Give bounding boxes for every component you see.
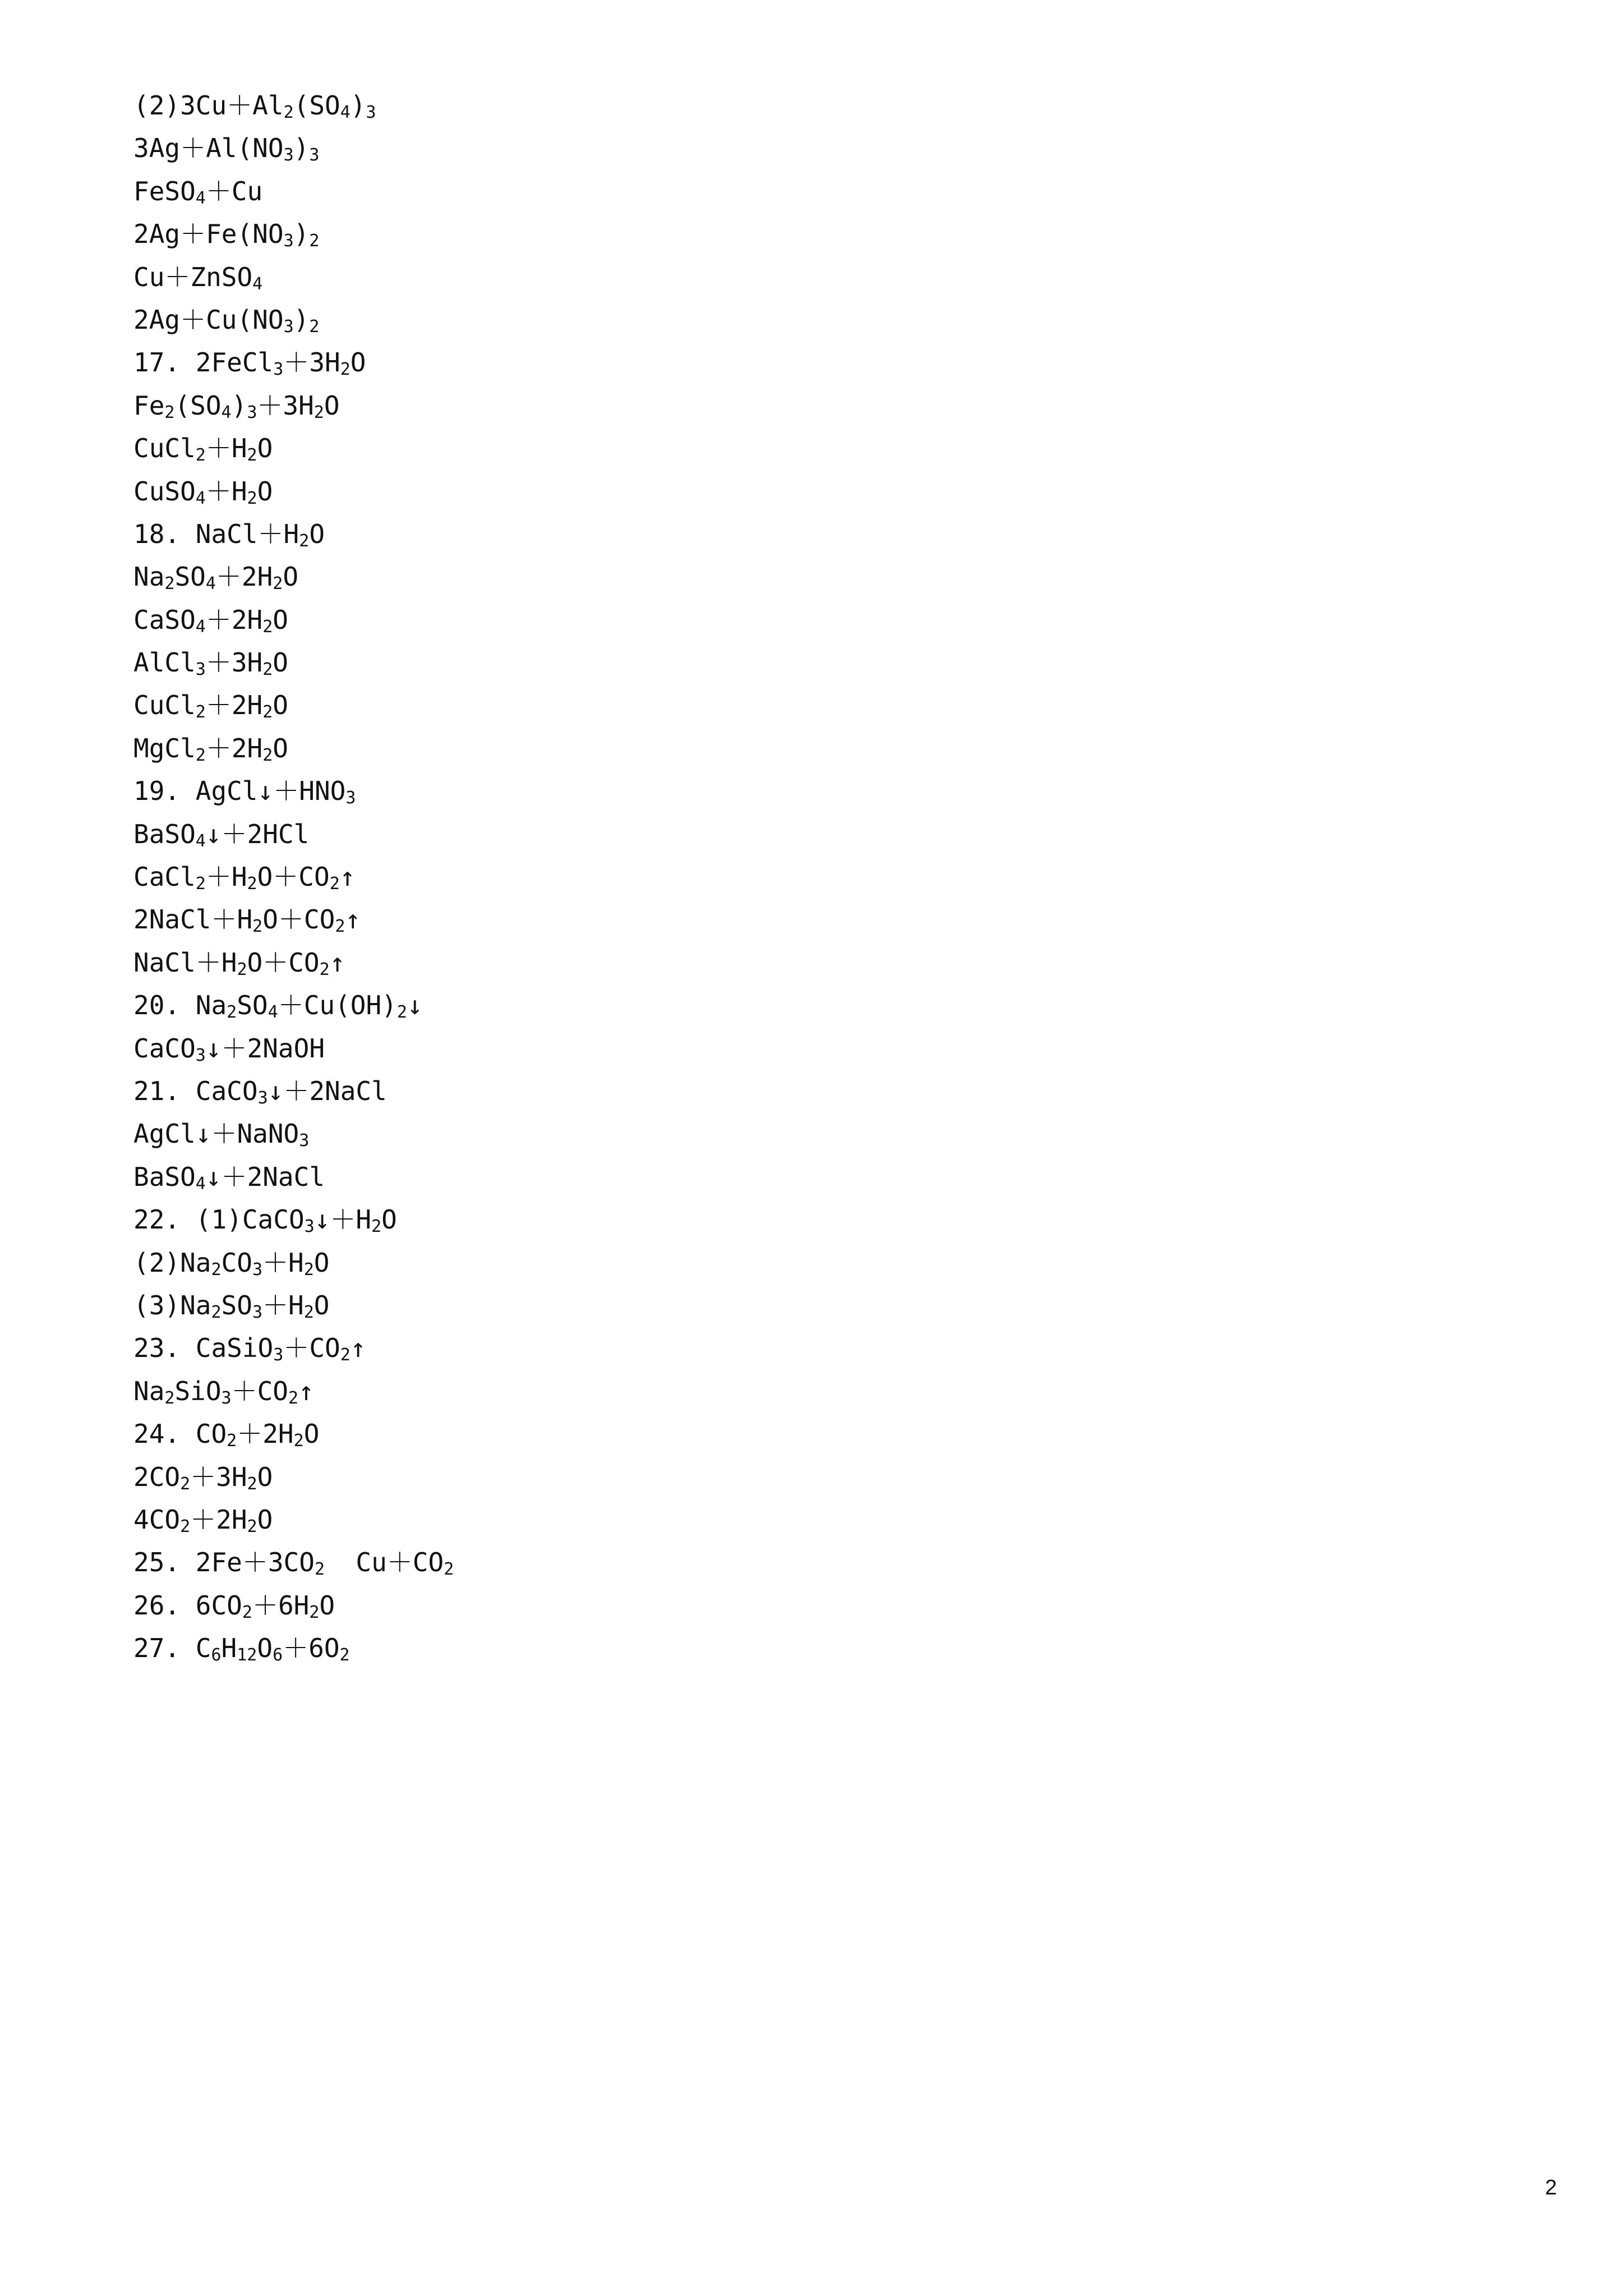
formula-line (133, 813, 1423, 855)
formula-line (133, 384, 1423, 427)
formula-line (133, 1584, 1423, 1627)
text-run: AlCl (133, 647, 196, 678)
formula-line (133, 513, 1423, 555)
formula-line (133, 641, 1423, 684)
text-run: 24. CO (133, 1419, 227, 1450)
subscript: 4 (195, 1174, 206, 1194)
subscript: 2 (252, 917, 263, 937)
text-run: O (381, 1204, 397, 1235)
text-run: ↑ (345, 904, 361, 935)
subscript: 2 (309, 316, 320, 337)
text-run: Na (133, 1375, 165, 1406)
subscript: 3 (283, 231, 294, 251)
text-run: ＋6O (283, 1633, 340, 1664)
text-run: 25. 2Fe＋3CO (133, 1547, 315, 1578)
answer-lines (133, 84, 1423, 1669)
subscript: 4 (268, 1002, 278, 1023)
text-run: BaSO (133, 818, 196, 849)
text-run: (3)Na (133, 1290, 211, 1320)
subscript: 3 (283, 316, 294, 337)
formula-line (133, 1327, 1423, 1369)
text-run: 3Ag＋Al(NO (133, 133, 284, 164)
text-run: 26. 6CO (133, 1590, 242, 1621)
text-run: O＋CO (257, 862, 330, 892)
text-run: Fe (133, 390, 165, 421)
text-run: (2)3Cu＋Al (133, 90, 284, 121)
subscript: 2 (262, 616, 273, 637)
text-run: CaSO (133, 604, 196, 635)
text-run: ↑ (339, 862, 356, 892)
text-run: H (221, 1633, 237, 1664)
text-run: ＋Cu(OH) (278, 990, 397, 1021)
text-run: O (273, 690, 288, 721)
text-run: ＋CO (231, 1375, 288, 1406)
subscript: 4 (205, 574, 216, 594)
formula-line (133, 599, 1423, 641)
text-run: Cu＋ZnSO (133, 261, 253, 292)
formula-line (133, 427, 1423, 470)
subscript: 3 (252, 1302, 262, 1322)
text-run: O (257, 1504, 273, 1535)
text-run: ) (293, 219, 310, 250)
subscript: 4 (195, 188, 206, 208)
subscript: 2 (273, 574, 283, 594)
formula-line (133, 1412, 1423, 1455)
text-run: ＋2H (205, 690, 263, 721)
text-run: ↓＋2NaCl (205, 1161, 325, 1192)
subscript: 2 (211, 1302, 222, 1322)
text-run: CuSO (133, 476, 196, 507)
formula-line (133, 1070, 1423, 1112)
text-run: ↑ (329, 947, 345, 978)
subscript: 2 (293, 1431, 304, 1451)
subscript: 2 (247, 445, 257, 466)
text-run: ↓＋H (314, 1204, 372, 1235)
subscript: 6 (273, 1645, 283, 1665)
text-run: (SO (174, 390, 222, 421)
text-run: CuCl (133, 690, 196, 721)
text-run: ) (350, 90, 366, 121)
formula-line (133, 298, 1423, 341)
text-run: ＋H (205, 433, 247, 464)
text-run: 22. (1)CaCO (133, 1204, 305, 1235)
subscript: 2 (303, 1259, 314, 1280)
formula-line (133, 213, 1423, 255)
text-run: ＋3H (205, 647, 263, 678)
text-run: ＋2H (190, 1504, 247, 1535)
subscript: 3 (283, 145, 294, 165)
text-run: NaCl＋H (133, 947, 237, 978)
subscript: 2 (262, 660, 273, 680)
text-run: FeSO (133, 176, 196, 206)
subscript: 2 (164, 574, 175, 594)
text-run: SiO (174, 1375, 222, 1406)
text-run: ↑ (350, 1333, 366, 1364)
text-run: Cu＋CO (325, 1547, 444, 1578)
subscript: 2 (237, 959, 247, 979)
subscript: 2 (319, 959, 330, 979)
text-run: 23. CaSiO (133, 1333, 274, 1364)
subscript: 2 (180, 1516, 191, 1536)
text-run: O (324, 390, 340, 421)
text-run: ＋CO (283, 1333, 340, 1364)
subscript: 3 (195, 1045, 206, 1065)
text-run: ＋2H (215, 562, 273, 592)
text-run: O (313, 1247, 330, 1278)
text-run: ＋3H (190, 1461, 247, 1492)
text-run: O (273, 733, 288, 763)
text-run: (SO (293, 90, 340, 121)
text-run: O (303, 1419, 320, 1450)
page-number: 2 (1545, 2176, 1557, 2200)
formula-line (133, 684, 1423, 726)
text-run: CuCl (133, 433, 196, 464)
text-run: O (350, 347, 366, 378)
subscript: 3 (345, 788, 356, 808)
text-run: ＋H (205, 862, 247, 892)
subscript: 4 (340, 103, 351, 122)
subscript: 2 (396, 1002, 407, 1023)
text-run: SO (221, 1290, 252, 1320)
subscript: 2 (211, 1259, 222, 1280)
text-run: ＋2H (205, 604, 263, 635)
subscript: 3 (304, 1217, 315, 1237)
subscript: 2 (195, 702, 206, 723)
formula-line (133, 1198, 1423, 1241)
text-run: ↓＋2HCl (205, 818, 310, 849)
formula-line (133, 1627, 1423, 1669)
text-run: 2NaCl＋H (133, 904, 253, 935)
text-run: 17. 2FeCl (133, 347, 274, 378)
text-run: AgCl↓＋NaNO (133, 1119, 299, 1149)
subscript: 2 (335, 917, 345, 937)
subscript: 2 (371, 1217, 382, 1237)
formula-line (133, 555, 1423, 598)
text-run: ＋2H (205, 733, 263, 763)
text-run: ＋3H (283, 347, 340, 378)
text-run: 21. CaCO (133, 1075, 258, 1106)
text-run: O (313, 1290, 330, 1320)
text-run: ) (231, 390, 247, 421)
subscript: 2 (180, 1474, 191, 1494)
subscript: 3 (309, 145, 320, 165)
text-run: CO (221, 1247, 252, 1278)
text-run: ↑ (298, 1375, 314, 1406)
text-run: O (257, 1461, 273, 1492)
subscript: 4 (252, 274, 263, 294)
subscript: 12 (237, 1645, 257, 1665)
formula-line (133, 1284, 1423, 1327)
subscript: 2 (340, 360, 351, 380)
subscript: 2 (329, 874, 340, 894)
subscript: 3 (195, 660, 206, 680)
text-run: O (283, 562, 299, 592)
subscript: 2 (227, 1002, 237, 1023)
formula-line (133, 470, 1423, 513)
formula-line (133, 727, 1423, 770)
subscript: 2 (164, 1388, 175, 1408)
subscript: 4 (195, 616, 206, 637)
text-run: O (273, 647, 288, 678)
text-run: O (257, 1633, 273, 1664)
text-run: ＋Cu (205, 176, 263, 206)
formula-line (133, 1241, 1423, 1284)
formula-line (133, 855, 1423, 898)
subscript: 3 (273, 360, 284, 380)
subscript: 2 (340, 1345, 351, 1365)
text-run: Na (133, 562, 165, 592)
text-run: 2Ag＋Fe(NO (133, 219, 284, 250)
text-run: BaSO (133, 1161, 196, 1192)
text-run: 18. NaCl＋H (133, 518, 299, 549)
text-run: ＋3H (257, 390, 314, 421)
text-run: SO (237, 990, 268, 1021)
subscript: 2 (314, 1559, 325, 1580)
formula-line (133, 1370, 1423, 1412)
subscript: 2 (262, 702, 273, 723)
formula-line (133, 1156, 1423, 1198)
subscript: 2 (313, 402, 324, 422)
subscript: 2 (247, 874, 257, 894)
formula-line (133, 170, 1423, 213)
formula-line (133, 84, 1423, 127)
subscript: 3 (247, 402, 257, 422)
subscript: 2 (195, 745, 206, 765)
text-run: ＋H (262, 1247, 304, 1278)
subscript: 3 (273, 1345, 284, 1365)
formula-line (133, 770, 1423, 812)
text-run: ↓＋2NaOH (205, 1033, 325, 1064)
subscript: 2 (262, 745, 273, 765)
subscript: 2 (247, 488, 257, 508)
subscript: 3 (252, 1259, 262, 1280)
text-run: 2CO (133, 1461, 181, 1492)
subscript: 2 (303, 1302, 314, 1322)
text-run: O (273, 604, 288, 635)
text-run: CaCO (133, 1033, 196, 1064)
subscript: 2 (164, 402, 175, 422)
text-run: ＋H (262, 1290, 304, 1320)
subscript: 6 (211, 1645, 222, 1665)
subscript: 3 (257, 1088, 268, 1108)
subscript: 2 (227, 1431, 237, 1451)
text-run: O (319, 1590, 335, 1621)
text-run: MgCl (133, 733, 196, 763)
text-run: ) (293, 133, 310, 164)
text-run: ↓＋2NaCl (268, 1075, 387, 1106)
text-run: ＋6H (252, 1590, 310, 1621)
formula-line (133, 127, 1423, 169)
text-run: (2)Na (133, 1247, 211, 1278)
formula-line (133, 341, 1423, 384)
text-run: 4CO (133, 1504, 181, 1535)
subscript: 4 (195, 488, 206, 508)
formula-line (133, 1541, 1423, 1584)
formula-line (133, 898, 1423, 941)
subscript: 4 (195, 831, 206, 851)
text-run: O＋CO (262, 904, 335, 935)
subscript: 4 (221, 402, 232, 422)
subscript: 3 (221, 1388, 232, 1408)
text-run: 27. C (133, 1633, 211, 1664)
formula-line (133, 1498, 1423, 1541)
text-run: O (257, 476, 273, 507)
text-run: ↓ (407, 990, 423, 1021)
subscript: 2 (247, 1516, 257, 1536)
subscript: 2 (299, 531, 310, 551)
formula-line (133, 1027, 1423, 1070)
subscript: 2 (309, 231, 320, 251)
formula-line (133, 941, 1423, 984)
text-run: O＋CO (247, 947, 320, 978)
text-run: ＋2H (237, 1419, 294, 1450)
subscript: 2 (195, 874, 206, 894)
text-run: CaCl (133, 862, 196, 892)
text-run: SO (174, 562, 206, 592)
text-run: 19. AgCl↓＋HNO (133, 776, 346, 807)
subscript: 2 (195, 445, 206, 466)
text-run: ＋H (205, 476, 247, 507)
subscript: 2 (283, 103, 294, 122)
text-run: O (257, 433, 273, 464)
subscript: 2 (309, 1602, 320, 1622)
subscript: 2 (444, 1559, 454, 1580)
formula-line (133, 1456, 1423, 1498)
text-run: 2Ag＋Cu(NO (133, 304, 284, 335)
subscript: 2 (242, 1602, 252, 1622)
formula-line (133, 256, 1423, 298)
text-run: 20. Na (133, 990, 227, 1021)
text-run: ) (293, 304, 310, 335)
subscript: 2 (339, 1645, 350, 1665)
subscript: 2 (288, 1388, 299, 1408)
subscript: 3 (366, 103, 376, 122)
formula-line (133, 984, 1423, 1027)
formula-line (133, 1112, 1423, 1155)
subscript: 3 (299, 1131, 310, 1151)
subscript: 2 (247, 1474, 257, 1494)
text-run: O (309, 518, 325, 549)
